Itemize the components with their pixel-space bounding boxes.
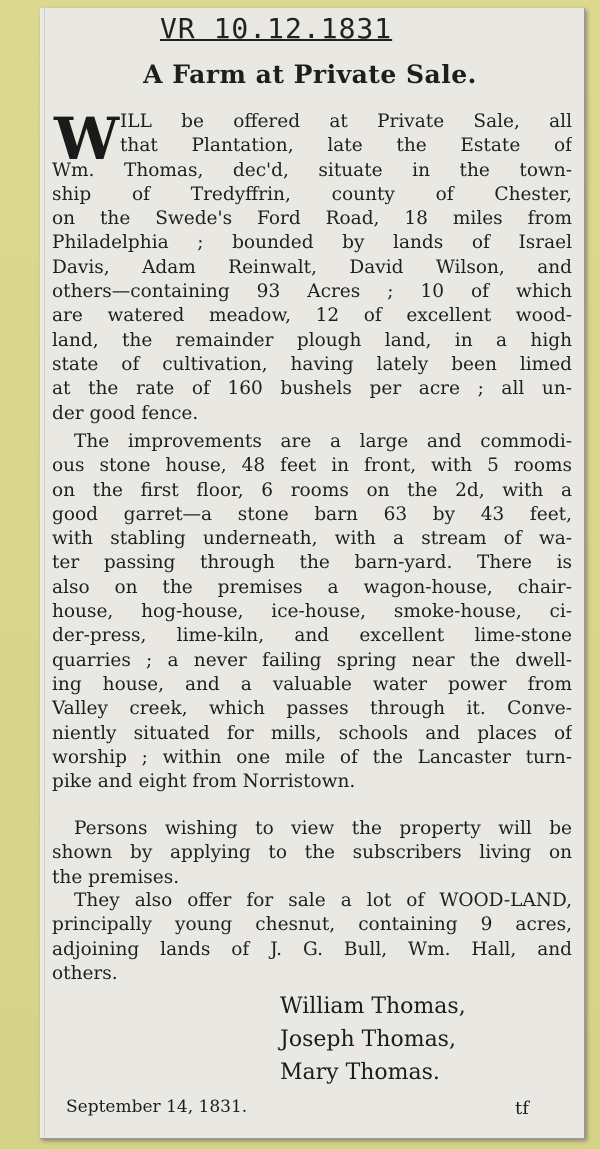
text-line: land, the remainder plough land, in a high bbox=[52, 329, 572, 351]
ad-title: A Farm at Private Sale. bbox=[143, 60, 477, 89]
text-line: Valley creek, which passes through it. Conve- bbox=[52, 698, 572, 720]
text-line: the premises. bbox=[52, 866, 180, 888]
text-line: others—containing 93 Acres ; 10 of which bbox=[52, 281, 572, 303]
text-line: principally young chesnut, containing 9 acres, bbox=[52, 914, 572, 936]
paragraph-viewing bbox=[52, 817, 572, 890]
handwritten-date-note: VR 10.12.1831 bbox=[160, 12, 393, 45]
text-line: Persons wishing to view the property will be bbox=[74, 818, 572, 839]
text-line: on the first floor, 6 rooms on the 2d, with a bbox=[52, 479, 572, 501]
text-line: state of cultivation, having lately been limed bbox=[52, 353, 572, 375]
text-line: with stabling underneath, with a stream of wa- bbox=[52, 528, 572, 550]
text-line: niently situated for mills, schools and places of bbox=[52, 722, 572, 744]
signature-name: Joseph Thomas, bbox=[280, 1027, 456, 1052]
text-line: They also offer for sale a lot of WOOD-LAND, bbox=[74, 890, 572, 911]
text-line: The improvements are a large and commodi- bbox=[74, 431, 572, 452]
text-line: adjoining lands of J. G. Bull, Wm. Hall, and bbox=[52, 938, 572, 960]
text-line: that Plantation, late the Estate of bbox=[120, 135, 572, 157]
text-line: quarries ; a never failing spring near the dwell- bbox=[52, 649, 572, 671]
text-line: at the rate of 160 bushels per acre ; all un- bbox=[52, 378, 572, 400]
till-forbid-mark: tf bbox=[515, 1098, 529, 1119]
text-line: der-press, lime-kiln, and excellent lime-stone bbox=[52, 625, 572, 647]
text-line: Philadelphia ; bounded by lands of Israel bbox=[52, 232, 572, 254]
text-line: good garret—a stone barn 63 by 43 feet, bbox=[52, 503, 572, 525]
text-line: are watered meadow, 12 of excellent wood- bbox=[52, 305, 572, 327]
text-line: also on the premises a wagon-house, chair- bbox=[52, 576, 572, 598]
ad-date: September 14, 1831. bbox=[66, 1097, 248, 1117]
signature-block bbox=[280, 990, 466, 1089]
text-line: ing house, and a valuable water power from bbox=[52, 673, 572, 695]
text-line: pike and eight from Norristown. bbox=[52, 771, 356, 793]
text-line: Davis, Adam Reinwalt, David Wilson, and bbox=[52, 256, 572, 278]
text-line: ILL be offered at Private Sale, all bbox=[120, 111, 572, 132]
text-line: worship ; within one mile of the Lancaster turn- bbox=[52, 746, 572, 768]
paragraph-improvements bbox=[52, 430, 572, 794]
drop-cap: W bbox=[54, 105, 120, 173]
text-line: ship of Tredyffrin, county of Chester, bbox=[52, 183, 572, 205]
text-line: ous stone house, 48 feet in front, with 5 rooms bbox=[52, 455, 572, 477]
text-line: others. bbox=[52, 962, 118, 984]
paragraph-woodland bbox=[52, 889, 572, 986]
text-line: shown by applying to the subscribers living on bbox=[52, 842, 572, 864]
text-line: on the Swede's Ford Road, 18 miles from bbox=[52, 208, 572, 230]
paragraph-description bbox=[52, 105, 572, 426]
text-line: house, hog-house, ice-house, smoke-house, ci- bbox=[52, 601, 572, 623]
signature-name: Mary Thomas. bbox=[280, 1060, 440, 1085]
text-line: Wm. Thomas, dec'd, situate in the town- bbox=[52, 159, 572, 181]
text-line: ter passing through the barn-yard. There is bbox=[52, 552, 572, 574]
signature-name: William Thomas, bbox=[280, 994, 466, 1019]
text-line: der good fence. bbox=[52, 402, 199, 424]
